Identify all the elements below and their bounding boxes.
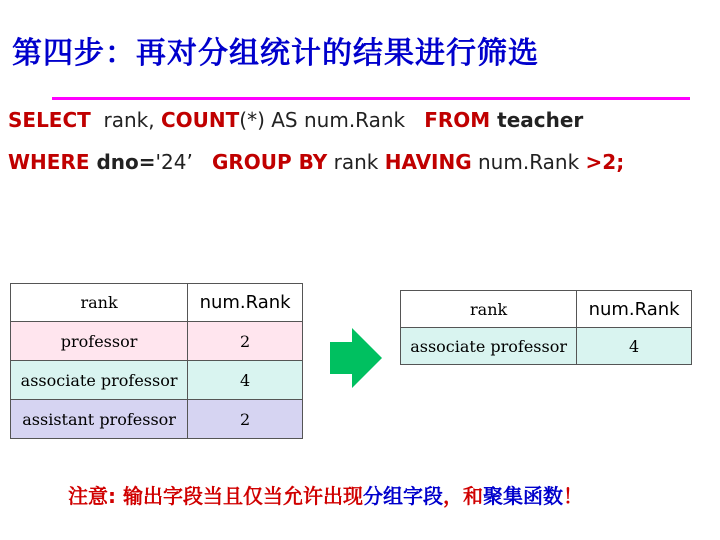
sql-groupby-column: rank bbox=[327, 150, 385, 174]
note-group-fields: 分组字段 bbox=[362, 484, 443, 508]
sql-groupby-keyword: GROUP BY bbox=[211, 150, 328, 174]
sql-select-keyword: SELECT bbox=[8, 108, 91, 132]
sql-count-args: (*) AS num.Rank bbox=[239, 108, 425, 132]
sql-where-keyword: WHERE bbox=[8, 150, 90, 174]
note-part-3: ，和 bbox=[442, 484, 483, 508]
table-row bbox=[11, 400, 303, 439]
grouped-result-table bbox=[10, 283, 303, 439]
cell-count: 4 bbox=[188, 361, 303, 400]
header-rank: rank bbox=[11, 284, 188, 322]
table-row bbox=[11, 361, 303, 400]
arrow-right-icon bbox=[330, 328, 382, 388]
sql-having-keyword: HAVING bbox=[384, 150, 472, 174]
header-num-rank: num.Rank bbox=[188, 284, 303, 322]
sql-line-2 bbox=[8, 150, 624, 174]
sql-columns: rank, bbox=[90, 108, 161, 132]
sql-count-keyword: COUNT bbox=[160, 108, 240, 132]
cell-rank: associate professor bbox=[401, 328, 577, 365]
table-row bbox=[401, 328, 692, 365]
sql-table-name: teacher bbox=[490, 108, 584, 132]
sql-having-condition: num.Rank bbox=[471, 150, 586, 174]
cell-rank: professor bbox=[11, 322, 188, 361]
note-aggregate-functions: 聚集函数 bbox=[482, 484, 563, 508]
cell-rank: associate professor bbox=[11, 361, 188, 400]
note-part-1: 注意: 输出字段当且仅当允许出现 bbox=[68, 484, 363, 508]
note-text bbox=[68, 480, 583, 509]
cell-rank: assistant professor bbox=[11, 400, 188, 439]
filtered-result-table bbox=[400, 290, 692, 365]
sql-having-operator: >2; bbox=[585, 150, 625, 174]
title-divider bbox=[52, 97, 690, 100]
sql-from-keyword: FROM bbox=[424, 108, 491, 132]
note-part-5: ！ bbox=[562, 484, 583, 508]
sql-where-value: '24’ bbox=[155, 150, 193, 174]
sql-line-1 bbox=[8, 108, 583, 132]
header-num-rank: num.Rank bbox=[577, 291, 692, 328]
sql-where-condition: dno= bbox=[89, 150, 156, 174]
cell-count: 2 bbox=[188, 400, 303, 439]
table-header-row bbox=[401, 291, 692, 328]
table-header-row bbox=[11, 284, 303, 322]
table-row bbox=[11, 322, 303, 361]
header-rank: rank bbox=[401, 291, 577, 328]
page-title: 第四步：再对分组统计的结果进行筛选 bbox=[12, 36, 539, 71]
cell-count: 4 bbox=[577, 328, 692, 365]
cell-count: 2 bbox=[188, 322, 303, 361]
